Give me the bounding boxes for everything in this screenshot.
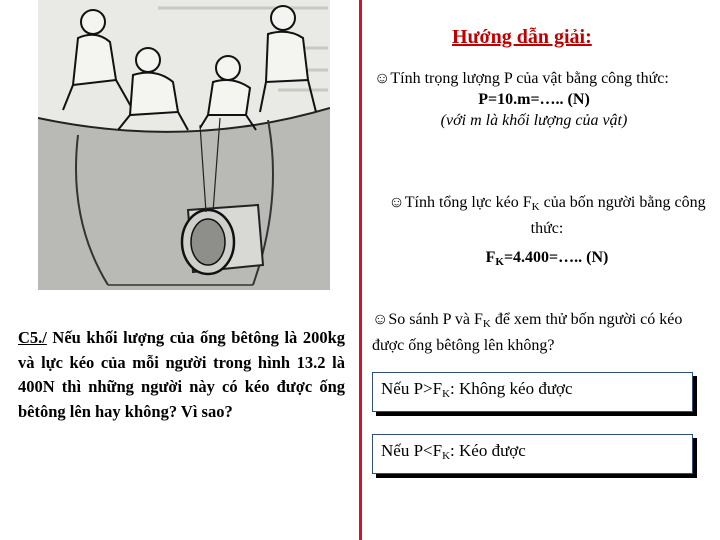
step2-formula <box>382 247 712 273</box>
pipe-pulling-drawing <box>38 0 330 290</box>
step2-text-sub: K <box>531 201 540 213</box>
step2-formula-pre: F <box>485 249 496 266</box>
concrete-pipe <box>182 205 263 274</box>
step3-text-pre: So sánh P và F <box>388 311 483 328</box>
illustration-pulling-pipe <box>38 0 330 290</box>
question-text: Nếu khối lượng của ống bêtông là 200kg và lực kéo của mỗi người trong hình 13.2 là 400N thì những người này có kéo được ống bêtông lên hay không? Vì sao? <box>18 328 345 421</box>
step2-text-pre: Tính tổng lực kéo F <box>404 194 532 211</box>
result1-sub: K <box>442 388 451 400</box>
step2-formula-sub: K <box>495 256 504 268</box>
step1-note: (với m là khối lượng của vật) <box>440 112 628 129</box>
step-weight <box>374 68 694 131</box>
result2-pre: Nếu P<F <box>381 441 443 460</box>
result2-sub: K <box>442 450 451 462</box>
step-total-force <box>382 192 712 273</box>
question-c5 <box>18 326 345 424</box>
answer-title: Hướng dẫn giải: <box>452 26 592 48</box>
question-number: C5./ <box>18 328 47 347</box>
step2-formula-post: =4.400=….. (N) <box>503 249 609 266</box>
result1-post: : Không kéo được <box>450 379 573 398</box>
step1-text: Tính trọng lượng P của vật bằng công thức: <box>390 70 669 87</box>
result1-pre: Nếu P>F <box>381 379 443 398</box>
result-box-cannot-pull <box>372 372 693 412</box>
step-compare <box>372 309 712 356</box>
vertical-divider <box>359 0 362 540</box>
step3-text-sub: K <box>482 318 491 330</box>
step3-text-post: để xem thử bốn người có kéo được ống bêtông lên không? <box>372 311 683 354</box>
step1-formula: P=10.m=….. (N) <box>478 91 590 108</box>
result2-post: : Kéo được <box>450 441 526 460</box>
step2-text-post: của bốn người bằng công thức: <box>530 194 706 237</box>
smiley-icon: ☺ <box>374 70 391 87</box>
smiley-icon: ☺ <box>372 311 389 328</box>
smiley-icon: ☺ <box>388 194 405 211</box>
result-box-can-pull <box>372 434 693 474</box>
